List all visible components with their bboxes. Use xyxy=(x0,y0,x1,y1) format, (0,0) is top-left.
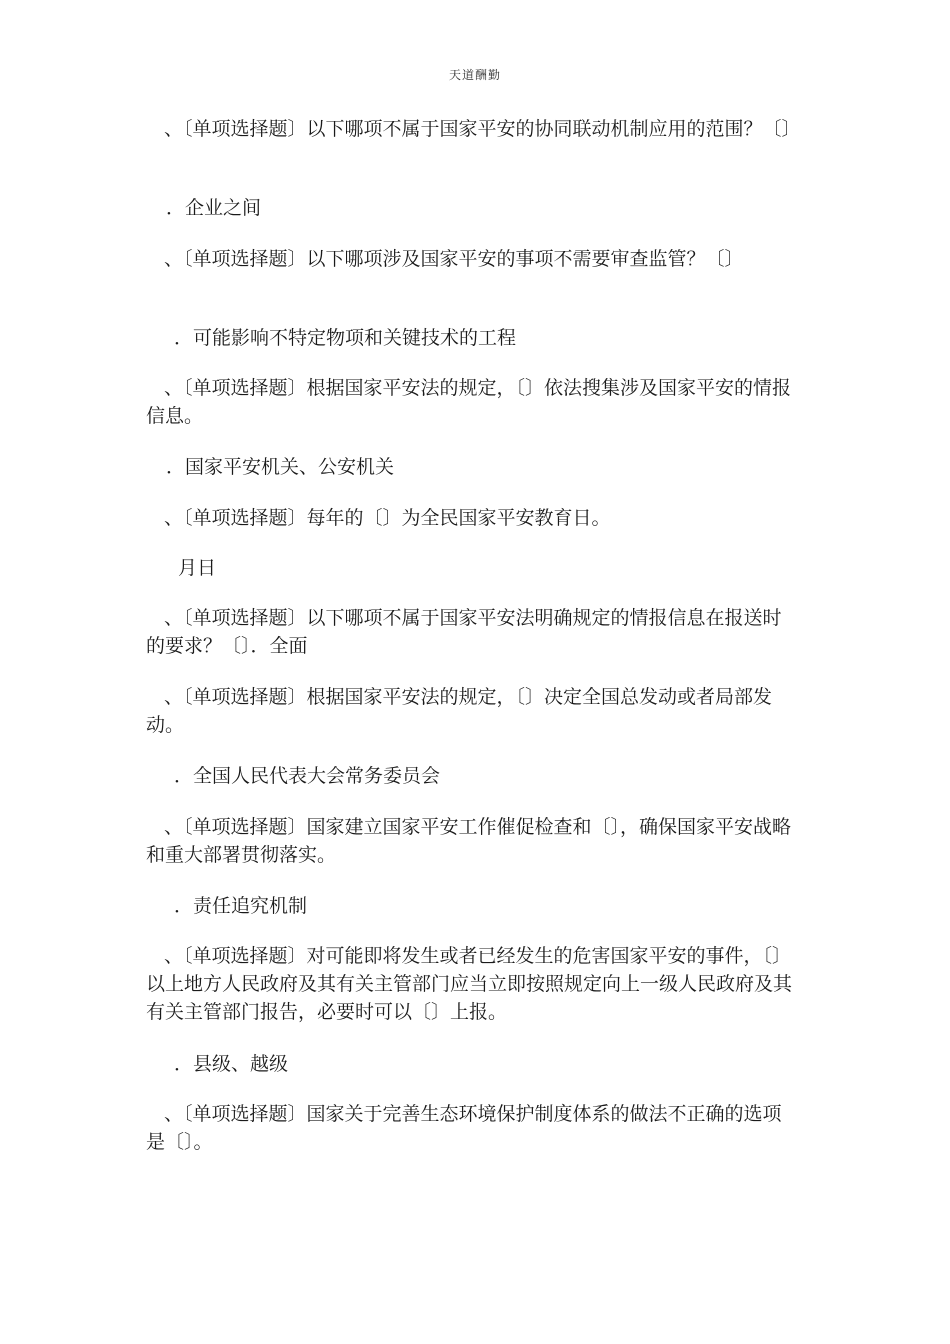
question-9: 、〔单项选择题〕国家关于完善生态环境保护制度体系的做法不正确的选项是〔〕。 xyxy=(146,1103,782,1153)
question-3: 、〔单项选择题〕根据国家平安法的规定，〔〕依法搜集涉及国家平安的情报信息。 xyxy=(146,377,792,427)
question-5: 、〔单项选择题〕以下哪项不属于国家平安法明确规定的情报信息在报送时的要求？〔〕．全面 xyxy=(146,607,782,657)
page-header: 天道酬勤 xyxy=(448,68,501,82)
answer-2: ．可能影响不特定物项和关键技术的工程 xyxy=(174,327,517,349)
question-4: 、〔单项选择题〕每年的〔〕为全民国家平安教育日。 xyxy=(164,507,611,529)
answer-4: 月日 xyxy=(178,557,217,579)
answer-6: ．全国人民代表大会常务委员会 xyxy=(174,765,441,787)
answer-8: ．县级、越级 xyxy=(174,1053,289,1075)
question-6: 、〔单项选择题〕根据国家平安法的规定，〔〕决定全国总发动或者局部发动。 xyxy=(146,686,773,736)
question-2: 、〔单项选择题〕以下哪项涉及国家平安的事项不需要审查监管？〔〕 xyxy=(164,248,744,270)
answer-1: ．企业之间 xyxy=(166,197,262,219)
question-7: 、〔单项选择题〕国家建立国家平安工作催促检查和〔〕，确保国家平安战略和重大部署贯彻落实。 xyxy=(146,816,792,866)
question-1: 、〔单项选择题〕以下哪项不属于国家平安的协同联动机制应用的范围？〔〕 xyxy=(164,118,801,140)
question-8: 、〔单项选择题〕对可能即将发生或者已经发生的危害国家平安的事件，〔〕以上地方人民政府及其有关主管部门应当立即按照规定向上一级人民政府及其有关主管部门报告，必要时可以〔〕上报。 xyxy=(146,945,793,1023)
answer-7: ．责任追究机制 xyxy=(174,895,308,917)
answer-3: ．国家平安机关、公安机关 xyxy=(166,456,395,478)
